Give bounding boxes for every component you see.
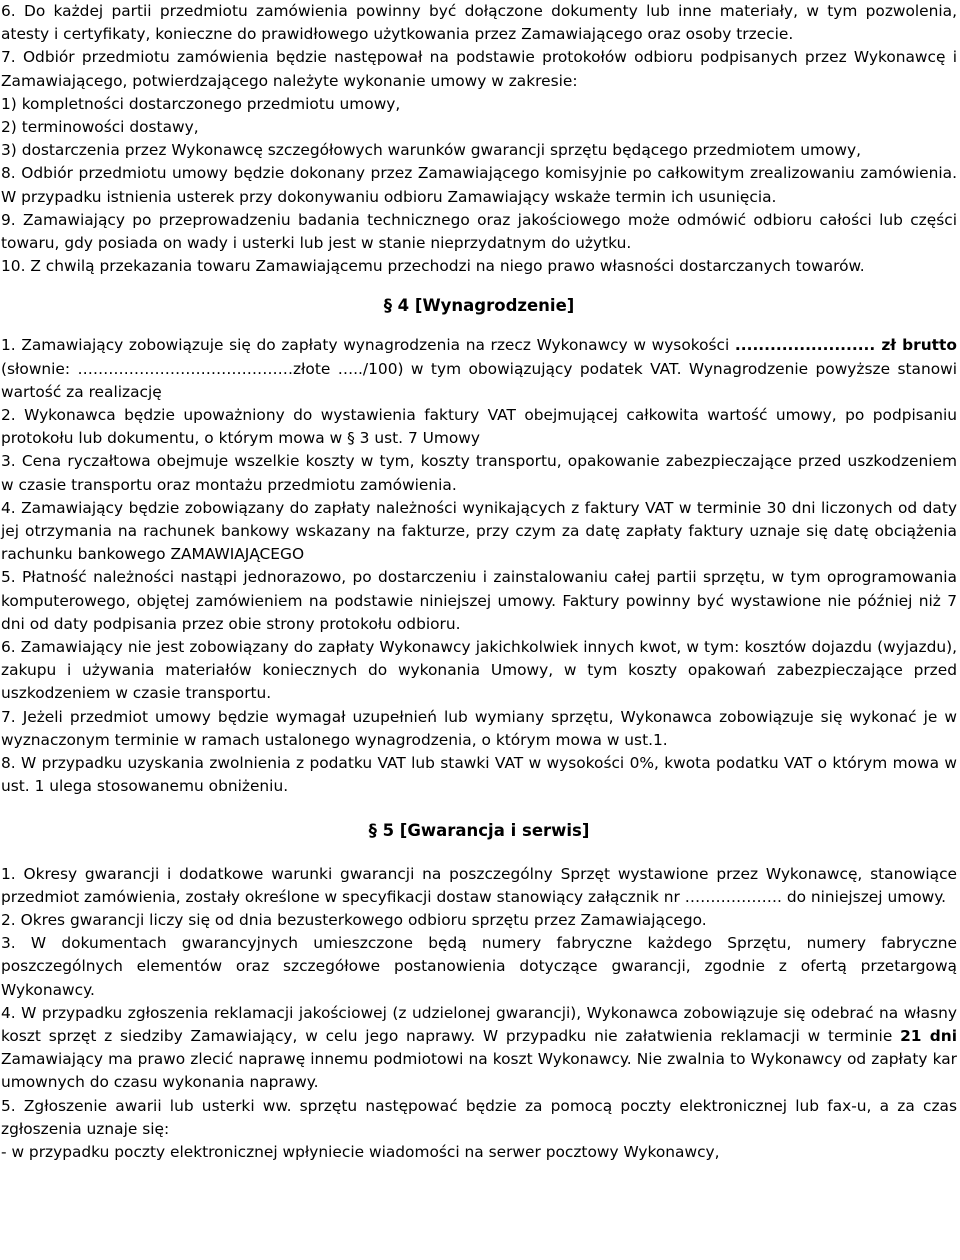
paragraph-9: 9. Zamawiający po przeprowadzeniu badania technicznego oraz jakościowego może odmówić odbioru całości lub części towaru, gdy posiada on wady i usterki lub jest w stanie nieprzydatnym do użytku. — [1, 210, 957, 253]
section-4-paragraph-7: 7. Jeżeli przedmiot umowy będzie wymagał uzupełnień lub wymiany sprzętu, Wykonawca zobowiązuje się wykonać je w wyznaczonym terminie w ramach ustalonego wynagrodzenia, o którym mowa w ust.1. — [1, 707, 957, 749]
paragraph-10: 10. Z chwilą przekazania towaru Zamawiającemu przechodzi na niego prawo własności dostarczanych towarów. — [1, 257, 865, 276]
complaint-text-b: Zamawiający ma prawo zlecić naprawę innemu podmiotowi na koszt Wykonawcy. Nie zwalnia to Wykonawcy od zapłaty kar umownych do czasu wykonania naprawy. — [1, 1050, 957, 1092]
remuneration-text-a: 1. Zamawiający zobowiązuje się do zapłaty wynagrodzenia na rzecz Wykonawcy w wysokości — [1, 336, 730, 355]
section-4-paragraph-2: 2. Wykonawca będzie upoważniony do wystawienia faktury VAT obejmującej całkowita wartość umowy, po podpisaniu protokołu lub dokumentu, o którym mowa w § 3 ust. 7 Umowy — [1, 406, 957, 448]
complaint-text-a: 4. W przypadku zgłoszenia reklamacji jakościowej (z udzielonej gwarancji), Wykonawca zobowiązuje się odebrać na własny koszt sprzęt z siedziby Zamawiający, w celu jego naprawy. W przypadku nie załatwienia reklamacji w terminie — [1, 1003, 957, 1045]
section-4-paragraph-5: 5. Płatność należności nastąpi jednorazowo, po dostarczeniu i zainstalowaniu całej partii sprzętu, w tym oprogramowania komputerowego, objętej zamówieniem na podstawie niniejszej umowy. Faktury powinny być wystawione nie później niż 7 dni od daty podpisania przez obie strony protokołu odbioru. — [1, 568, 957, 633]
section-5-paragraph-4 — [1, 1002, 957, 1095]
section-5-paragraph-5: 5. Zgłoszenie awarii lub usterki ww. sprzętu następować będzie za pomocą poczty elektronicznej lub fax-u, a za czas zgłoszenia uznaje się: — [1, 1096, 957, 1138]
remuneration-amount: ........................ zł brutto — [734, 336, 957, 355]
section-5-paragraph-5-item-1: - w przypadku poczty elektronicznej wpłyniecie wiadomości na serwer pocztowy Wykonawcy, — [1, 1142, 720, 1161]
paragraph-7-item-3: 3) dostarczenia przez Wykonawcę szczegółowych warunków gwarancji sprzętu będącego przedmiotem umowy, — [1, 141, 861, 160]
section-5-heading: § 5 [Gwarancja i serwis] — [368, 820, 590, 840]
section-4-paragraph-4: 4. Zamawiający będzie zobowiązany do zapłaty należności wynikających z faktury VAT w terminie 30 dni liczonych od daty jej otrzymania na rachunek bankowy wskazany na fakturze, przy czym za datę zapłaty faktury uznaje się datę obciążenia rachunku bankowego ZAMAWIAJĄCEGO — [1, 498, 957, 564]
paragraph-8: 8. Odbiór przedmiotu umowy będzie dokonany przez Zamawiającego komisyjnie po całkowitym zrealizowaniu zamówienia. W przypadku istnienia usterek przy dokonywaniu odbioru Zamawiający wskaże termin ich usunięcia. — [1, 164, 957, 206]
section-4-heading: § 4 [Wynagrodzenie] — [383, 296, 575, 316]
section-4-paragraph-1 — [1, 334, 957, 404]
complaint-deadline: 21 dni — [900, 1026, 957, 1045]
remuneration-text-b: (słownie: ……………………………………złote …../100) w tym obowiązujący podatek VAT. Wynagrodzenie powyższe stanowi wartość za realizację — [1, 359, 957, 401]
paragraph-7-item-1: 1) kompletności dostarczonego przedmiotu umowy, — [1, 94, 401, 113]
paragraph-7: 7. Odbiór przedmiotu zamówienia będzie następował na podstawie protokołów odbioru podpisanych przez Wykonawcę i Zamawiającego, potwierdzającego należyte wykonanie umowy w zakresie: — [1, 48, 957, 90]
section-4-paragraph-6: 6. Zamawiający nie jest zobowiązany do zapłaty Wykonawcy jakichkolwiek innych kwot, w tym: kosztów dojazdu (wyjazdu), zakupu i używania materiałów koniecznych do wykonania Umowy, w tym koszty opakowań zabezpieczające przed uszkodzeniem w czasie transportu. — [1, 638, 957, 703]
section-4-paragraph-3: 3. Cena ryczałtowa obejmuje wszelkie koszty w tym, koszty transportu, opakowanie zabezpieczające przed uszkodzeniem w czasie transportu oraz montażu przedmiotu zamówienia. — [1, 452, 957, 494]
section-4-paragraph-8: 8. W przypadku uzyskania zwolnienia z podatku VAT lub stawki VAT w wysokości 0%, kwota podatku VAT o którym mowa w ust. 1 ulega stosowanemu obniżeniu. — [1, 754, 957, 796]
paragraph-7-item-2: 2) terminowości dostawy, — [1, 118, 199, 137]
paragraph-6: 6. Do każdej partii przedmiotu zamówienia powinny być dołączone dokumenty lub inne materiały, w tym pozwolenia, atesty i certyfikaty, konieczne do prawidłowego użytkowania przez Zamawiającego oraz osoby trzecie. — [1, 2, 957, 44]
section-5-paragraph-2: 2. Okres gwarancji liczy się od dnia bezusterkowego odbioru sprzętu przez Zamawiającego. — [1, 910, 707, 929]
section-5-paragraph-1: 1. Okresy gwarancji i dodatkowe warunki gwarancji na poszczególny Sprzęt wystawione przez Wykonawcę, stanowiące przedmiot zamówienia, zostały określone w specyfikacji dostaw stanowiący załącznik nr ………………. do niniejszej umowy. — [1, 864, 957, 906]
section-5-paragraph-3: 3. W dokumentach gwarancyjnych umieszczone będą numery fabryczne każdego Sprzętu, numery fabryczne poszczególnych elementów oraz szczegółowe postanowienia dotyczące gwarancji, zgodnie z ofertą przetargową Wykonawcy. — [1, 934, 957, 999]
